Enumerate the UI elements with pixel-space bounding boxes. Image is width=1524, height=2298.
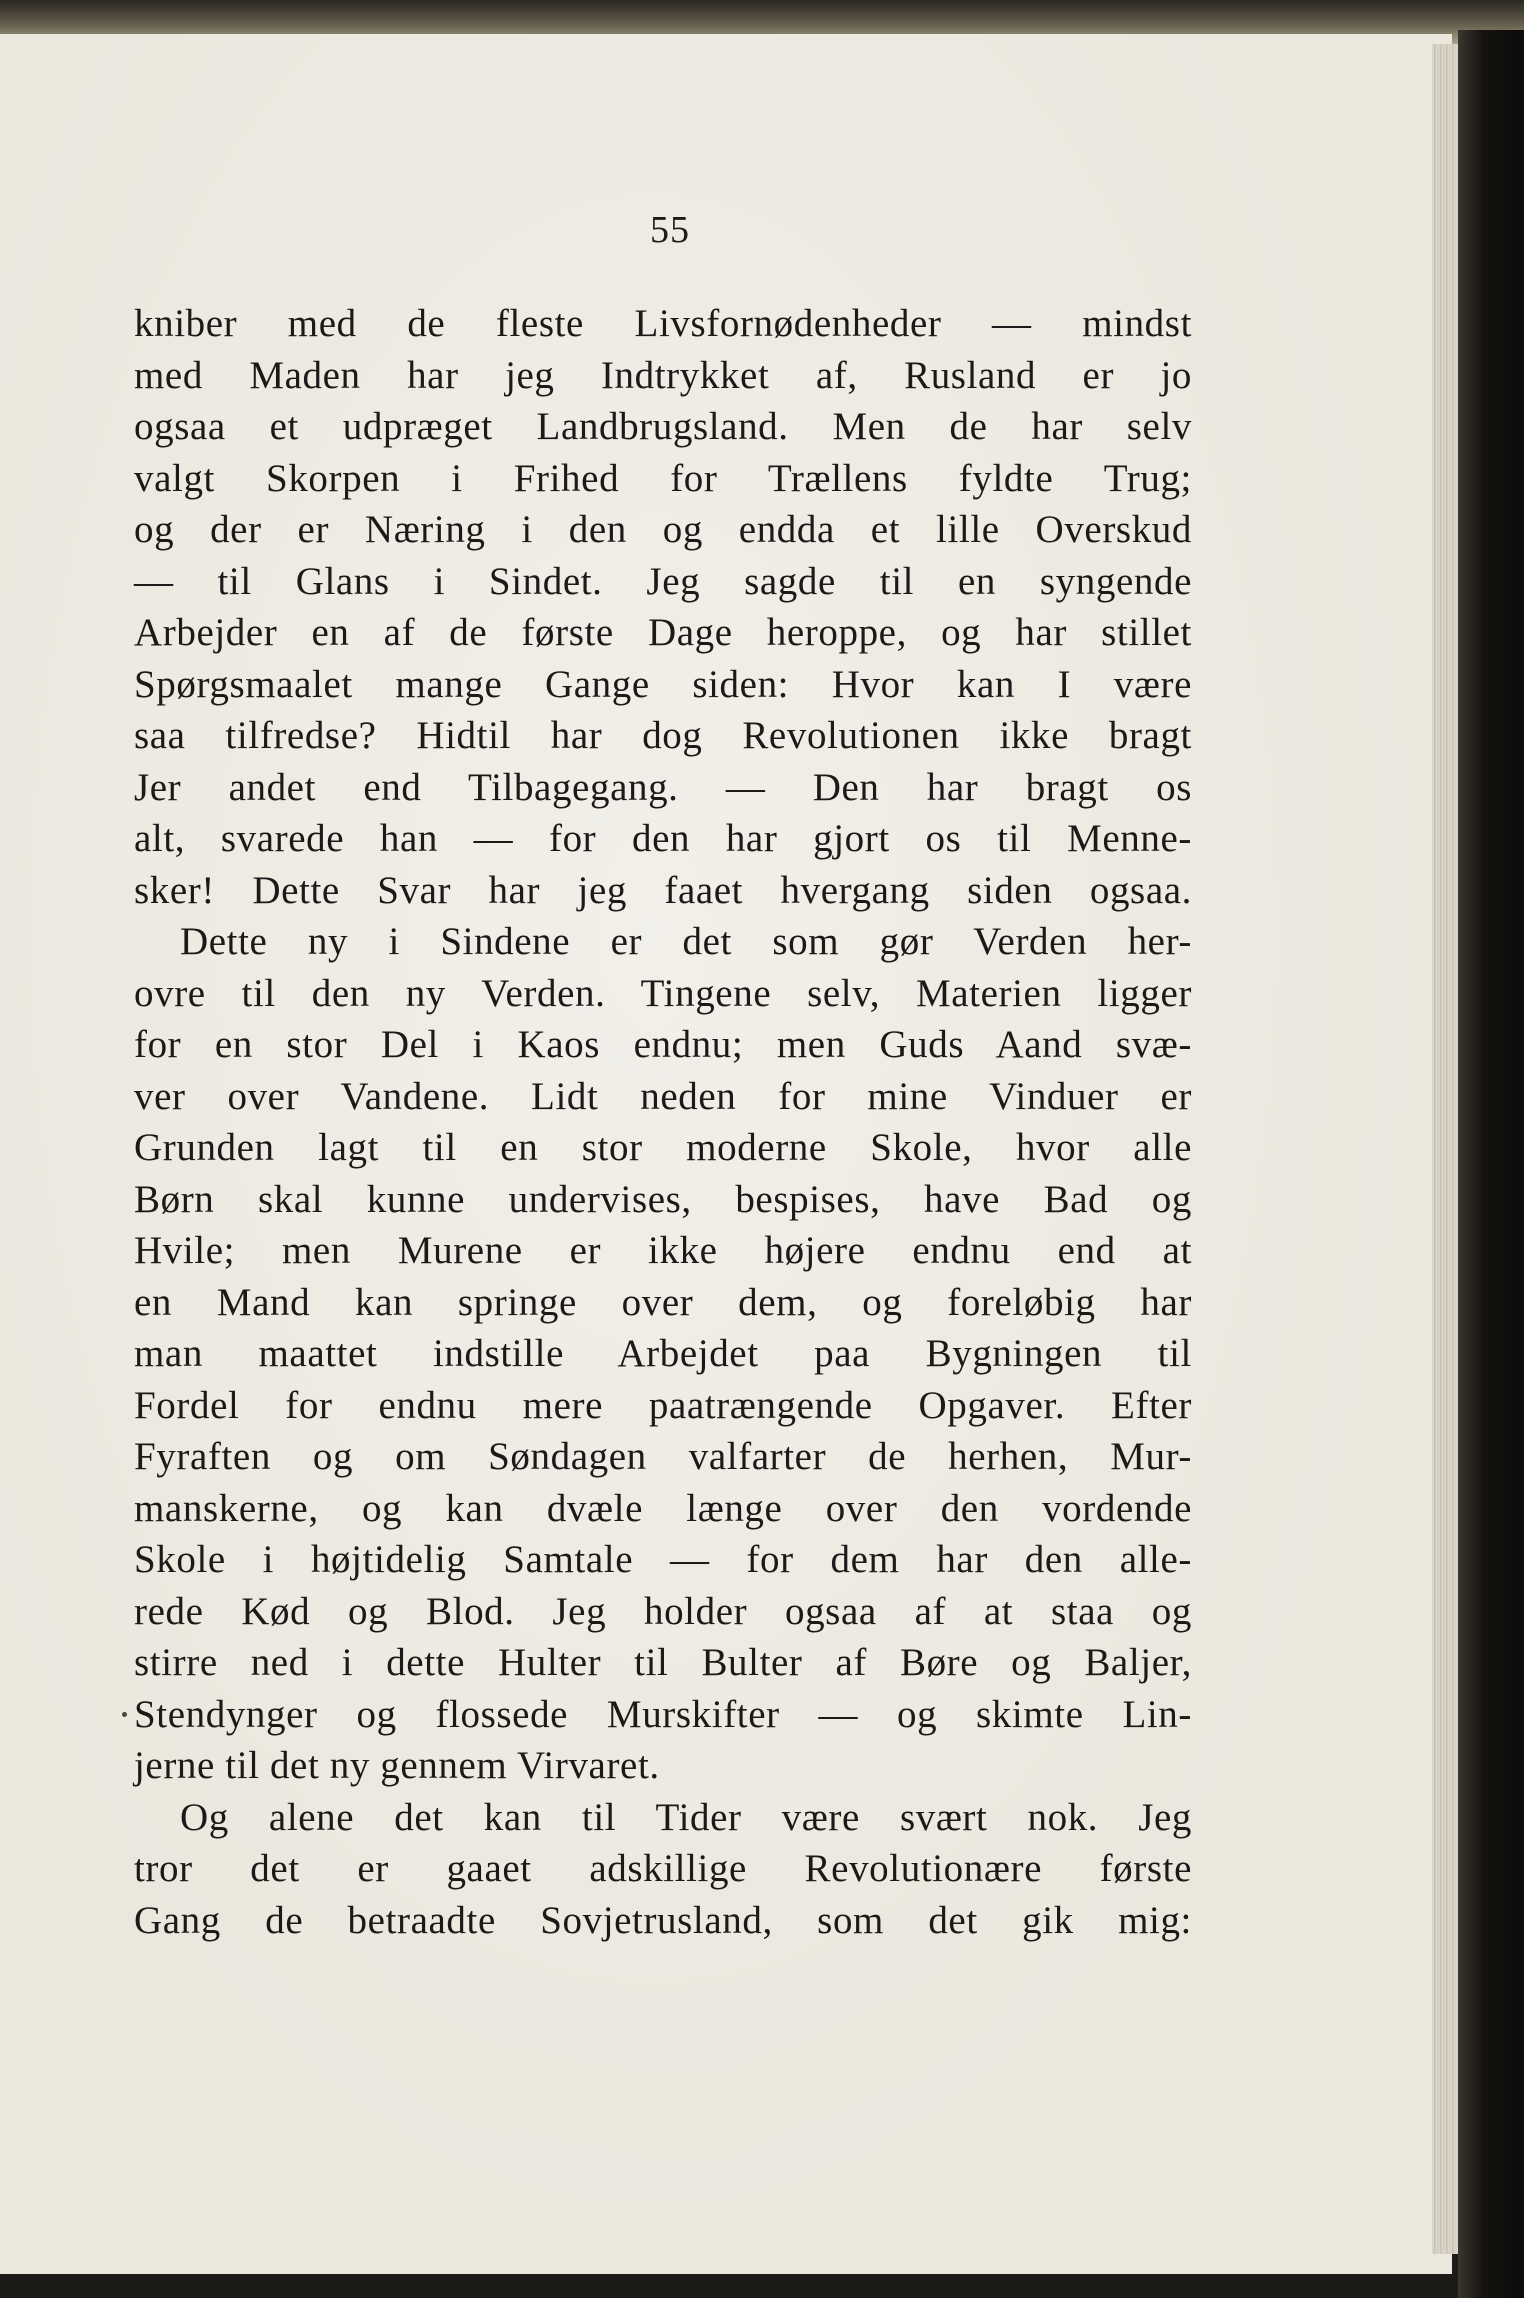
text-line: jerne til det ny gennem Virvaret.	[134, 1744, 660, 1787]
text-line: Børn skal kunne undervises, bespises, have Bad og	[134, 1177, 1192, 1221]
text-line: Spørgsmaalet mange Gange siden: Hvor kan I være	[134, 662, 1192, 706]
text-line: — til Glans i Sindet. Jeg sagde til en syngende	[134, 559, 1192, 603]
text-line: en Mand kan springe over dem, og foreløbig har	[134, 1280, 1192, 1324]
text-line: sker! Dette Svar har jeg faaet hvergang siden ogsaa.	[134, 868, 1192, 912]
text-line: manskerne, og kan dvæle længe over den vordende	[134, 1486, 1192, 1530]
text-line: Skole i højtidelig Samtale — for dem har den alle-	[134, 1538, 1192, 1581]
text-line: man maattet indstille Arbejdet paa Bygningen til	[134, 1332, 1192, 1375]
text-line: Dette ny i Sindene er det som gør Verden her-	[180, 920, 1192, 963]
text-line: Hvile; men Murene er ikke højere endnu end at	[134, 1229, 1192, 1272]
page-stack-edge	[1432, 44, 1460, 2254]
text-line: Fyraften og om Søndagen valfarter de herhen, Mur-	[134, 1435, 1192, 1478]
text-line: tror det er gaaet adskillige Revolutionære første	[134, 1847, 1192, 1890]
text-line: rede Kød og Blod. Jeg holder ogsaa af at staa og	[134, 1589, 1192, 1633]
text-line: ogsaa et udpræget Landbrugsland. Men de har selv	[134, 405, 1192, 448]
text-line: saa tilfredse? Hidtil har dog Revolutionen ikke bragt	[134, 714, 1192, 757]
text-line: Og alene det kan til Tider være svært nok. Jeg	[180, 1795, 1192, 1839]
text-line: Gang de betraadte Sovjetrusland, som det gik mig:	[134, 1898, 1192, 1942]
text-line: valgt Skorpen i Frihed for Trællens fyldte Trug;	[134, 456, 1192, 500]
text-line: for en stor Del i Kaos endnu; men Guds Aand svæ-	[134, 1023, 1192, 1066]
margin-mark	[122, 1712, 127, 1717]
text-line: Arbejder en af de første Dage heroppe, og har stillet	[134, 611, 1192, 654]
text-line: Fordel for endnu mere paatrængende Opgaver. Efter	[134, 1383, 1192, 1427]
text-line: kniber med de fleste Livsfornødenheder — mindst	[134, 302, 1192, 345]
book-cover-edge	[1458, 30, 1524, 2298]
page-number: 55	[650, 209, 690, 251]
text-line: stirre ned i dette Hulter til Bulter af Børe og Baljer,	[134, 1641, 1192, 1684]
text-line: med Maden har jeg Indtrykket af, Rusland er jo	[134, 353, 1192, 397]
text-line: ver over Vandene. Lidt neden for mine Vinduer er	[134, 1074, 1192, 1118]
text-line: alt, svarede han — for den har gjort os til Menne-	[134, 817, 1192, 860]
text-line: Jer andet end Tilbagegang. — Den har bragt os	[134, 765, 1192, 809]
text-line: Stendynger og flossede Murskifter — og skimte Lin-	[134, 1692, 1192, 1736]
text-line: ovre til den ny Verden. Tingene selv, Materien ligger	[134, 971, 1192, 1015]
body-text	[134, 298, 1192, 1946]
text-line: og der er Næring i den og endda et lille Overskud	[134, 508, 1192, 551]
text-line: Grunden lagt til en stor moderne Skole, hvor alle	[134, 1126, 1192, 1169]
